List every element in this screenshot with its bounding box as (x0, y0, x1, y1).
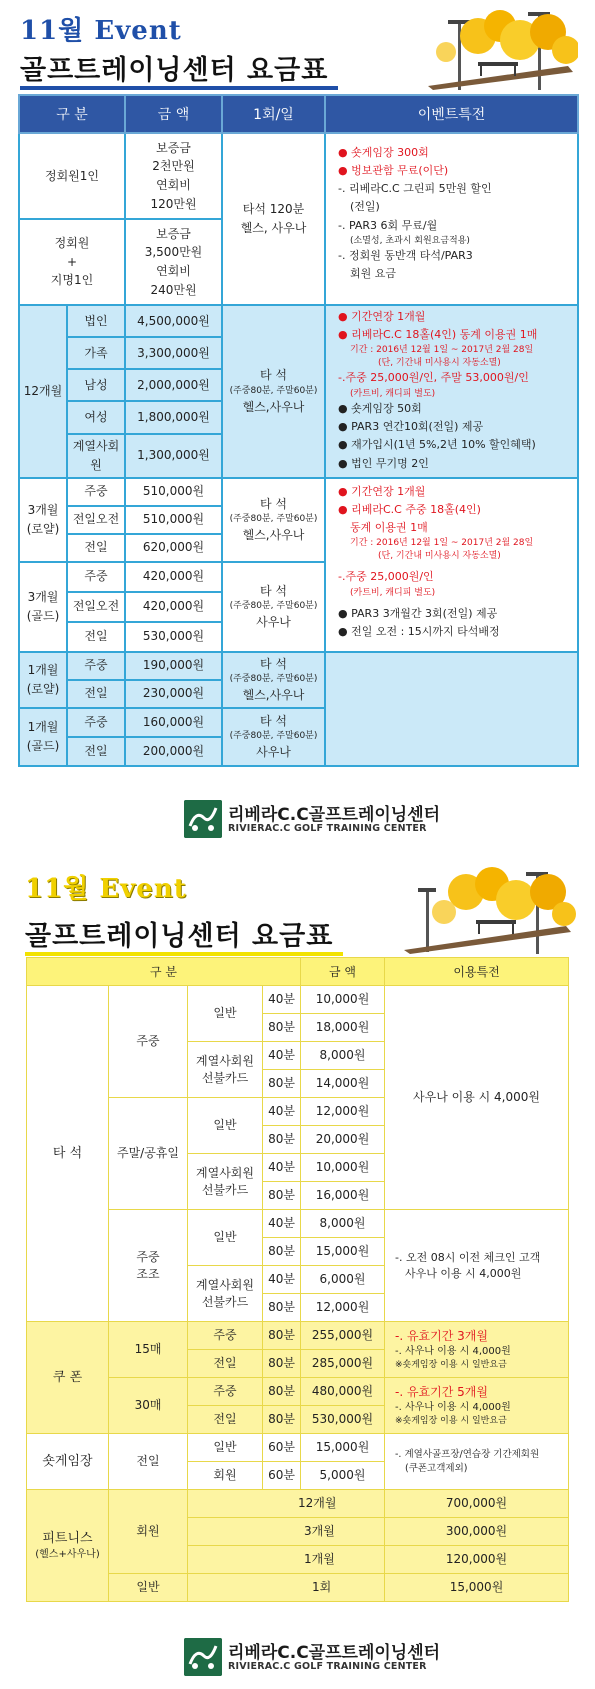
day-label: 주중 조조 (109, 1210, 188, 1322)
type-label: 계열사회원 선불카드 (188, 1266, 263, 1322)
header-event: 이벤트특전 (325, 95, 578, 133)
price-cell: 10,000원 (301, 986, 385, 1014)
type-cell: 전일오전 (67, 506, 125, 534)
price-cell: 530,000원 (125, 622, 222, 652)
price-cell: 230,000원 (125, 680, 222, 708)
logo-english-name: RIVIERAC.C GOLF TRAINING CENTER (228, 823, 427, 834)
price-cell: 2,000,000원 (125, 369, 222, 401)
price-cell: 700,000원 (385, 1490, 569, 1518)
type-cell: 계열사회원 (67, 434, 125, 478)
benefit-cell: -. 유효기간 5개월 -. 사우나 이용 시 4,000원 ※숏게임장 이용 시 일반요금 (385, 1378, 569, 1434)
type-label: 계열사회원 선불카드 (188, 1042, 263, 1098)
price-cell: 480,000원 (301, 1378, 385, 1406)
type-cell: 일반 (188, 1434, 263, 1462)
category-label: 타 석 (27, 986, 109, 1322)
price-cell: 8,000원 (301, 1042, 385, 1070)
price-cell: 12,000원 (301, 1294, 385, 1322)
table-row (27, 1322, 569, 1350)
price-cell: 18,000원 (301, 1014, 385, 1042)
minutes-cell: 40분 (263, 1154, 301, 1182)
price-cell: 10,000원 (301, 1154, 385, 1182)
logo-name: 리베라C.C골프트레이닝센터 (228, 805, 441, 825)
membership-event: ● 숏게임장 300회 ● 벙보관함 무료(이단) -. 리베라C.C 그린피 5만원 할인 (전일) -. PAR3 6회 무료/월 (소멸성, 초과시 회원요금적용) -. 정회원 동반객 타석/PAR3 회원 요금 (325, 133, 578, 305)
category-label: 숏게임장 (27, 1434, 109, 1490)
event-title: 11월 Event (25, 874, 187, 904)
type-label: 계열사회원 선불카드 (188, 1154, 263, 1210)
table-row (19, 478, 578, 506)
price-cell: 420,000원 (125, 592, 222, 622)
benefit-cell: -. 오전 08시 이전 체크인 고객 사우나 이용 시 4,000원 (385, 1210, 569, 1322)
club-logo-icon (184, 1638, 222, 1676)
price-cell: 8,000원 (301, 1210, 385, 1238)
term-cell: 1회 (188, 1574, 385, 1602)
table-row (27, 1574, 569, 1602)
day-label: 전일 (109, 1434, 188, 1490)
minutes-cell: 80분 (263, 1126, 301, 1154)
minutes-cell: 80분 (263, 1014, 301, 1042)
price-cell: 420,000원 (125, 562, 222, 592)
price-cell: 120,000원 (385, 1546, 569, 1574)
membership-price: 보증금 3,500만원 연회비 240만원 (125, 219, 222, 305)
header-price: 금 액 (125, 95, 222, 133)
price-cell: 510,000원 (125, 478, 222, 506)
minutes-cell: 60분 (263, 1462, 301, 1490)
table-row (27, 1434, 569, 1462)
price-cell: 4,500,000원 (125, 305, 222, 337)
price-cell: 20,000원 (301, 1126, 385, 1154)
membership-label: 정회원1인 (19, 133, 125, 219)
type-cell: 법인 (67, 305, 125, 337)
period-label: 12개월 (19, 305, 67, 478)
page-title: 골프트레이닝센터 요금표 (20, 55, 329, 86)
club-logo-icon (184, 800, 222, 838)
minutes-cell: 40분 (263, 1042, 301, 1070)
title-underline (25, 952, 343, 956)
type-cell: 주중 (67, 708, 125, 737)
title-underline (20, 86, 338, 90)
price-cell: 3,300,000원 (125, 337, 222, 369)
type-cell: 가족 (67, 337, 125, 369)
price-cell: 160,000원 (125, 708, 222, 737)
price-cell: 16,000원 (301, 1182, 385, 1210)
period-label: 1개월 (로얄) (19, 652, 67, 708)
price-cell: 300,000원 (385, 1518, 569, 1546)
membership-label: 정회원 + 지명1인 (19, 219, 125, 305)
minutes-cell: 80분 (263, 1070, 301, 1098)
type-cell: 전일 (67, 680, 125, 708)
minutes-cell: 80분 (263, 1322, 301, 1350)
minutes-cell: 40분 (263, 1098, 301, 1126)
minutes-cell: 40분 (263, 1266, 301, 1294)
type-cell: 주중 (188, 1378, 263, 1406)
driving-range-price-table (26, 957, 569, 1602)
page-title: 골프트레이닝센터 요금표 (25, 921, 334, 952)
price-cell: 510,000원 (125, 506, 222, 534)
type-cell: 주중 (188, 1322, 263, 1350)
type-cell: 주중 (67, 652, 125, 680)
type-cell: 전일 (188, 1406, 263, 1434)
type-cell: 주중 (67, 478, 125, 506)
price-cell: 12,000원 (301, 1098, 385, 1126)
term-cell: 12개월 (188, 1490, 385, 1518)
minutes-cell: 80분 (263, 1350, 301, 1378)
membership-price-table (18, 94, 579, 767)
header-category: 구 분 (27, 958, 301, 986)
type-cell: 전일 (67, 534, 125, 562)
price-cell: 15,000원 (301, 1434, 385, 1462)
price-cell: 285,000원 (301, 1350, 385, 1378)
period-label: 1개월 (골드) (19, 708, 67, 766)
logo-name: 리베라C.C골프트레이닝센터 (228, 1643, 441, 1663)
membership-usage: 타석 120분 헬스, 사우나 (222, 133, 325, 305)
type-cell: 주중 (67, 562, 125, 592)
price-cell: 255,000원 (301, 1322, 385, 1350)
price-cell: 190,000원 (125, 652, 222, 680)
benefit-cell: -. 유효기간 3개월 -. 사우나 이용 시 4,000원 ※숏게임장 이용 시 일반요금 (385, 1322, 569, 1378)
membership-price: 보증금 2천만원 연회비 120만원 (125, 133, 222, 219)
minutes-cell: 40분 (263, 1210, 301, 1238)
price-cell: 15,000원 (385, 1574, 569, 1602)
coupon-count: 15매 (109, 1322, 188, 1378)
price-cell: 14,000원 (301, 1070, 385, 1098)
event-cell-empty (325, 652, 578, 766)
minutes-cell: 80분 (263, 1182, 301, 1210)
header-category: 구 분 (19, 95, 125, 133)
autumn-tree-illustration (418, 6, 578, 90)
brand-logo (184, 800, 441, 838)
usage-cell: 타 석 (주중80분, 주말60분) 사우나 (222, 708, 325, 766)
price-cell: 1,300,000원 (125, 434, 222, 478)
brand-logo (184, 1638, 441, 1676)
benefit-cell: -. 계열사골프장/연습장 기간제회원 (쿠폰고객제외) (385, 1434, 569, 1490)
day-label: 주말/공휴일 (109, 1098, 188, 1210)
usage-cell: 타 석 (주중80분, 주말60분) 사우나 (222, 562, 325, 652)
logo-english-name: RIVIERAC.C GOLF TRAINING CENTER (228, 1661, 427, 1672)
type-cell: 전일오전 (67, 592, 125, 622)
type-label: 일반 (188, 1210, 263, 1266)
type-cell: 전일 (67, 622, 125, 652)
usage-cell: 타 석 (주중80분, 주말60분) 헬스,사우나 (222, 305, 325, 478)
table-row (27, 1210, 569, 1238)
event-title: 11월 Event (20, 16, 182, 46)
period-label: 3개월 (골드) (19, 562, 67, 652)
table-header-row (19, 95, 578, 133)
type-cell: 회원 (188, 1462, 263, 1490)
header-price: 금 액 (301, 958, 385, 986)
period-label: 3개월 (로얄) (19, 478, 67, 562)
event-cell: ● 기간연장 1개월 ● 리베라C.C 18홀(4인) 동계 이용권 1매 기간 : 2016년 12월 1일 ~ 2017년 2월 28일 (단, 기간내 미사용시 자동소멸) -.주중 25,000원/인, 주말 53,000원/인 (카트비, 캐디피 별도) ● 숏게임장 50회 ● PAR3 연간10회(전일) 제공 ● 재가입시(1년 5%,2년 10% 할인혜택) ● 법인 무기명 2인 (325, 305, 578, 478)
minutes-cell: 40분 (263, 986, 301, 1014)
price-cell: 1,800,000원 (125, 401, 222, 433)
minutes-cell: 80분 (263, 1238, 301, 1266)
benefit-cell: 사우나 이용 시 4,000원 (385, 986, 569, 1210)
member-label: 회원 (109, 1490, 188, 1574)
category-label: 피트니스 (헬스+사우나) (27, 1490, 109, 1602)
usage-cell: 타 석 (주중80분, 주말60분) 헬스,사우나 (222, 478, 325, 562)
type-label: 일반 (188, 1098, 263, 1154)
autumn-tree-illustration (396, 862, 576, 954)
term-cell: 3개월 (188, 1518, 385, 1546)
section-driving-range (0, 860, 595, 1689)
coupon-count: 30매 (109, 1378, 188, 1434)
type-cell: 여성 (67, 401, 125, 433)
table-row (27, 1378, 569, 1406)
minutes-cell: 80분 (263, 1294, 301, 1322)
usage-cell: 타 석 (주중80분, 주말60분) 헬스,사우나 (222, 652, 325, 708)
day-label: 주중 (109, 986, 188, 1098)
table-row (19, 133, 578, 219)
table-row (27, 1490, 569, 1518)
event-cell: ● 기간연장 1개월 ● 리베라C.C 주중 18홀(4인) 동계 이용권 1매 기간 : 2016년 12월 1일 ~ 2017년 2월 28일 (단, 기간내 미사용시 자동소멸) -.주중 25,000원/인 (카트비, 캐디피 별도) ● PAR3 3개월간 3회(전일) 제공 ● 전일 오전 : 15시까지 타석배정 (325, 478, 578, 652)
price-cell: 6,000원 (301, 1266, 385, 1294)
header-per-day: 1회/일 (222, 95, 325, 133)
price-cell: 620,000원 (125, 534, 222, 562)
table-row (19, 305, 578, 337)
term-cell: 1개월 (188, 1546, 385, 1574)
price-cell: 5,000원 (301, 1462, 385, 1490)
header-benefit: 이용특전 (385, 958, 569, 986)
price-cell: 15,000원 (301, 1238, 385, 1266)
minutes-cell: 80분 (263, 1378, 301, 1406)
type-cell: 전일 (188, 1350, 263, 1378)
minutes-cell: 80분 (263, 1406, 301, 1434)
minutes-cell: 60분 (263, 1434, 301, 1462)
type-label: 일반 (188, 986, 263, 1042)
table-row (19, 652, 578, 680)
table-header-row (27, 958, 569, 986)
table-row (27, 986, 569, 1014)
type-cell: 전일 (67, 737, 125, 766)
general-label: 일반 (109, 1574, 188, 1602)
type-cell: 남성 (67, 369, 125, 401)
category-label: 쿠 폰 (27, 1322, 109, 1434)
price-cell: 200,000원 (125, 737, 222, 766)
price-cell: 530,000원 (301, 1406, 385, 1434)
